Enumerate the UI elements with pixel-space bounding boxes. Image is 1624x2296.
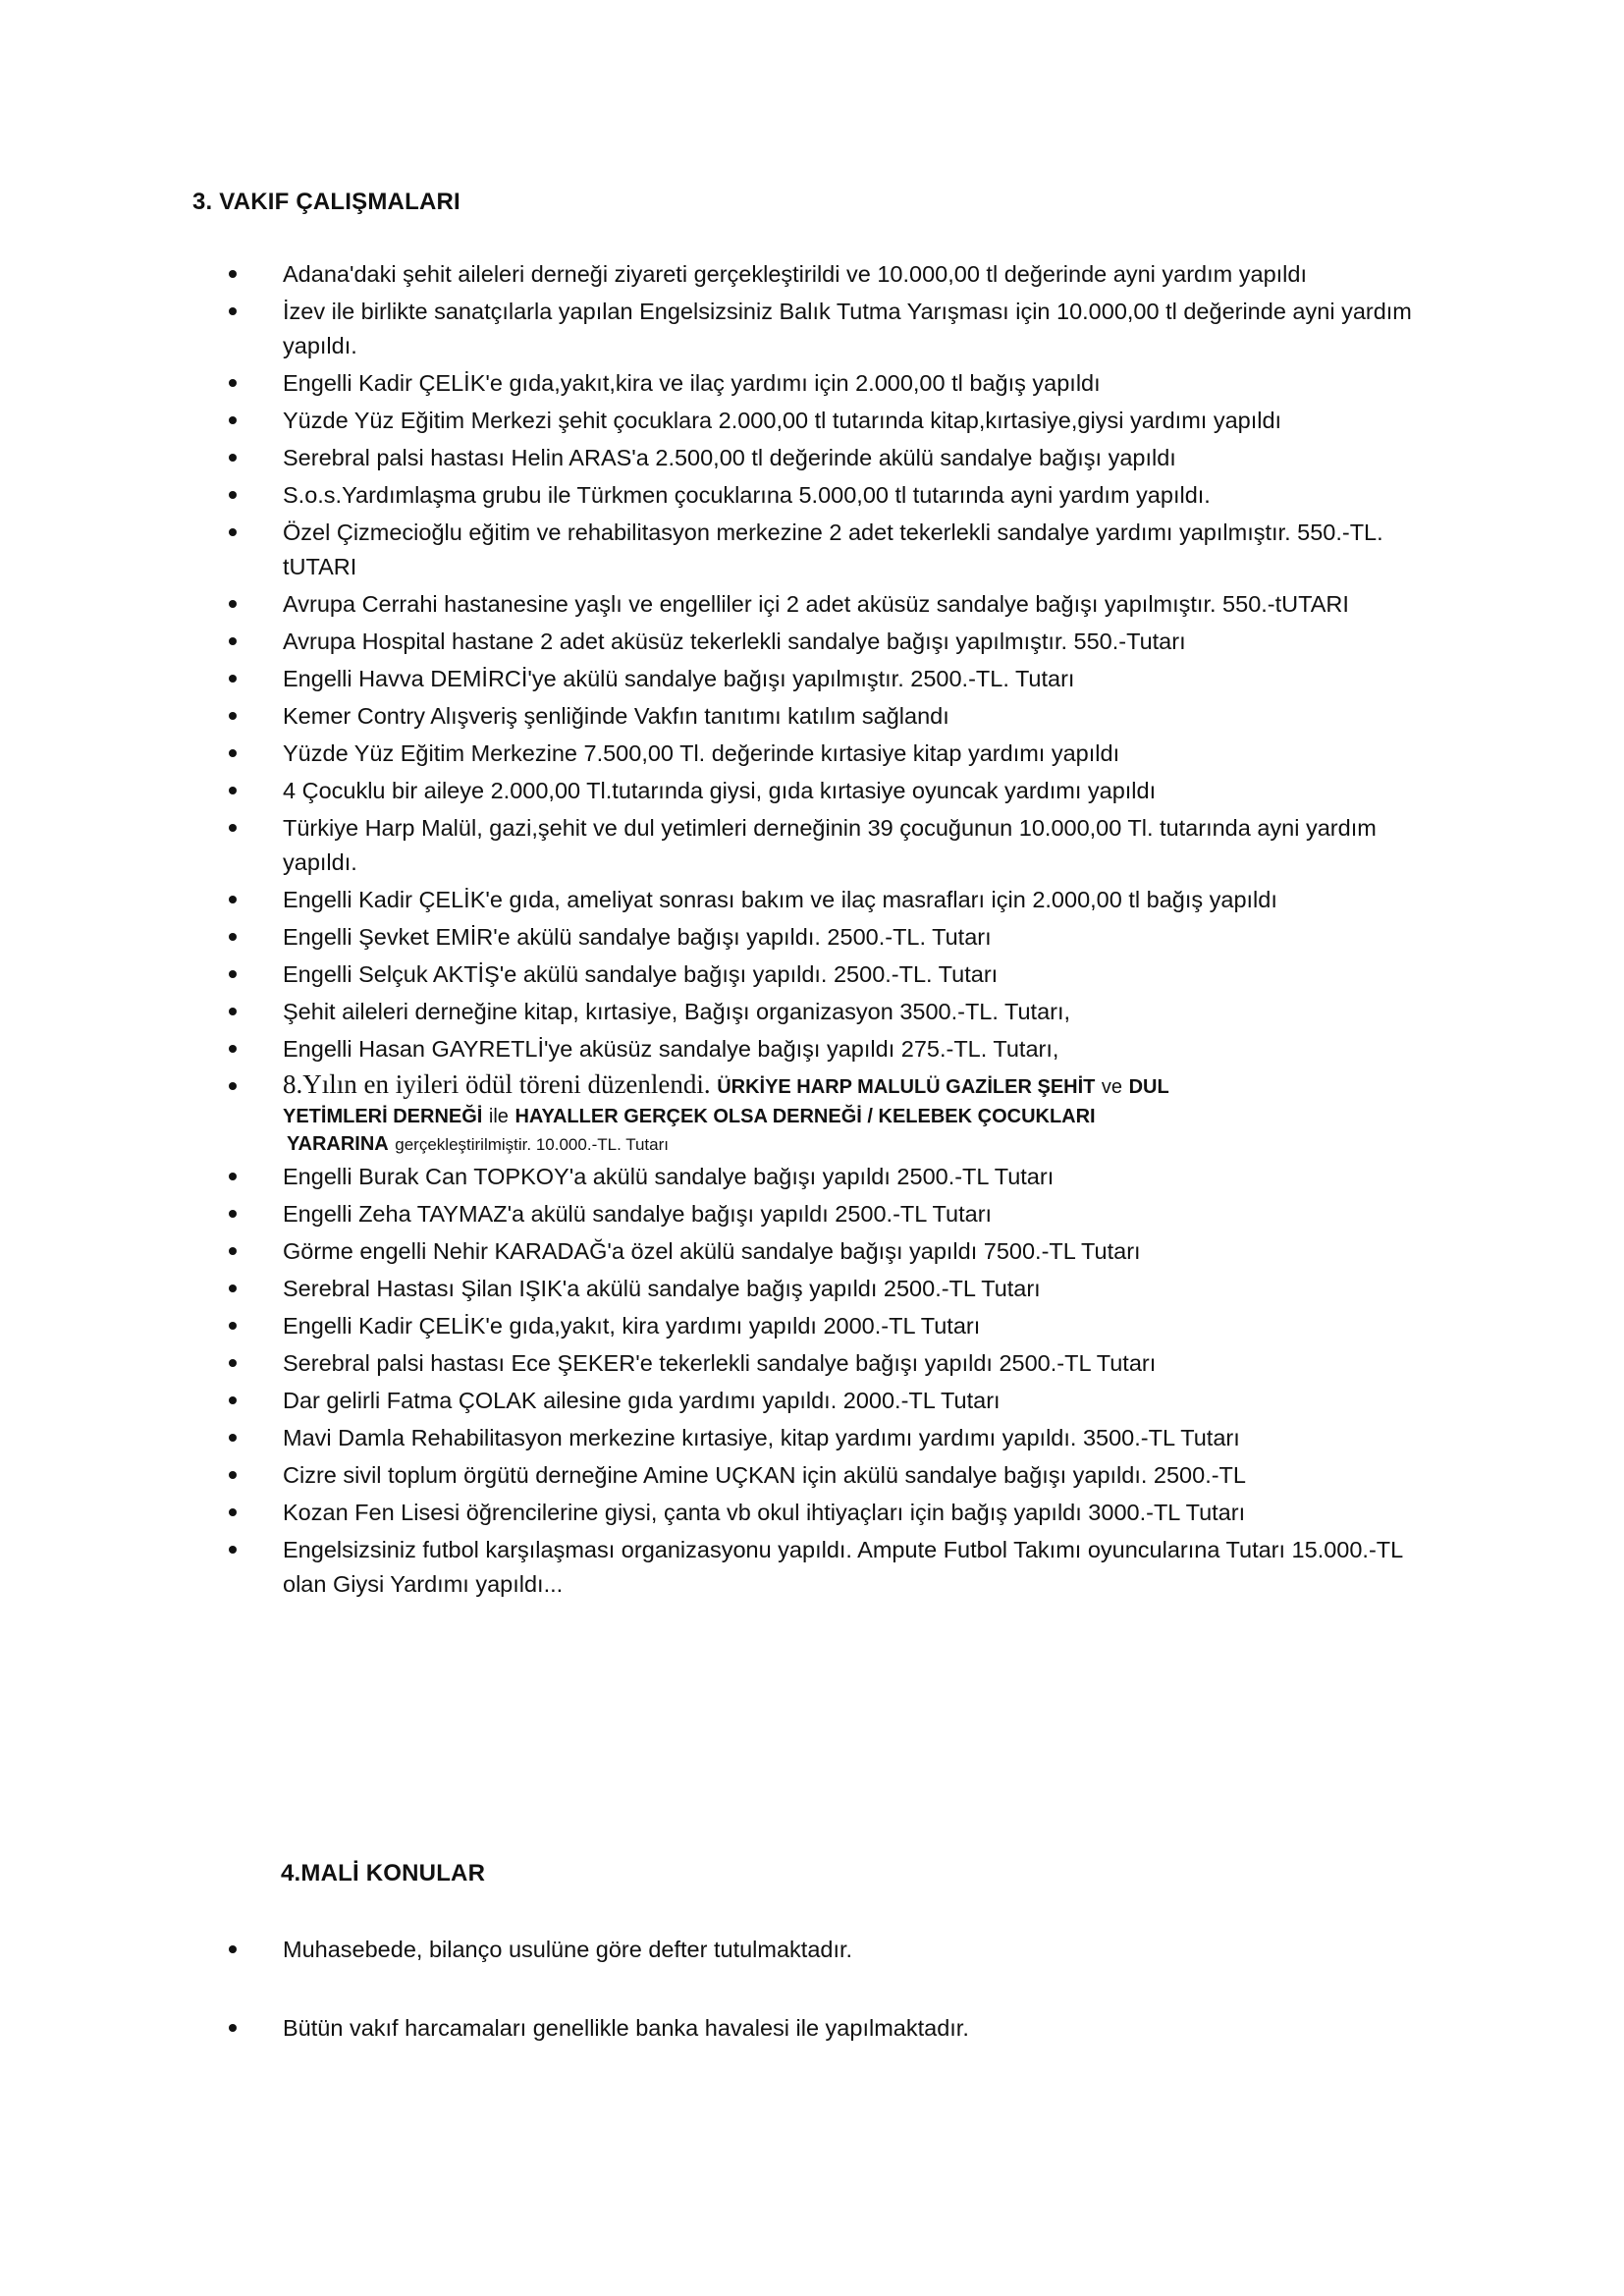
- list-item: Görme engelli Nehir KARADAĞ'a özel akülü sandalye bağışı yapıldı 7500.-TL Tutarı: [224, 1234, 1432, 1269]
- list-item: Dar gelirli Fatma ÇOLAK ailesine gıda yardımı yapıldı. 2000.-TL Tutarı: [224, 1384, 1432, 1418]
- award-yararina: YARARINA: [287, 1133, 389, 1155]
- list-item: Muhasebede, bilanço usulüne göre defter tutulmaktadır.: [224, 1933, 1432, 1967]
- award-conjunction: ve: [1101, 1076, 1123, 1098]
- list-item: Özel Çizmecioğlu eğitim ve rehabilitasyon merkezine 2 adet tekerlekli sandalye yardımı yapılmıştır. 550.-TL. tUTARI: [224, 516, 1432, 584]
- list-item: Engelli Burak Can TOPKOY'a akülü sandalye bağışı yapıldı 2500.-TL Tutarı: [224, 1160, 1432, 1194]
- list-item: Avrupa Hospital hastane 2 adet aküsüz tekerlekli sandalye bağışı yapılmıştır. 550.-Tutarı: [224, 625, 1432, 659]
- award-ceremony-item: [224, 1069, 1432, 1158]
- section-4-heading: 4.MALİ KONULAR: [281, 1860, 486, 1886]
- list-item: Yüzde Yüz Eğitim Merkezine 7.500,00 Tl. değerinde kırtasiye kitap yardımı yapıldı: [224, 737, 1432, 771]
- award-organization-name: ÜRKİYE HARP MALULÜ GAZİLER ŞEHİT: [717, 1076, 1096, 1098]
- list-item: Engelli Kadir ÇELİK'e gıda,yakıt, kira yardımı yapıldı 2000.-TL Tutarı: [224, 1309, 1432, 1343]
- award-ceremony-text: 8.Yılın en iyileri ödül töreni düzenlendi.: [283, 1069, 711, 1099]
- list-item: İzev ile birlikte sanatçılarla yapılan Engelsizsiniz Balık Tutma Yarışması için 10.000,00 tl değerinde ayni yardım yapıldı.: [224, 295, 1432, 363]
- list-item: Mavi Damla Rehabilitasyon merkezine kırtasiye, kitap yardımı yardımı yapıldı. 3500.-TL Tutarı: [224, 1421, 1432, 1455]
- list-item: Şehit aileleri derneğine kitap, kırtasiye, Bağışı organizasyon 3500.-TL. Tutarı,: [224, 995, 1432, 1029]
- list-item: Engelli Zeha TAYMAZ'a akülü sandalye bağışı yapıldı 2500.-TL Tutarı: [224, 1197, 1432, 1231]
- list-item: Engelli Havva DEMİRCİ'ye akülü sandalye bağışı yapılmıştır. 2500.-TL. Tutarı: [224, 662, 1432, 696]
- award-second-organization: HAYALLER GERÇEK OLSA DERNEĞİ / KELEBEK ÇOCUKLARI: [514, 1106, 1096, 1127]
- list-item: Adana'daki şehit aileleri derneği ziyareti gerçekleştirildi ve 10.000,00 tl değerinde ayni yardım yapıldı: [224, 257, 1432, 292]
- list-item: Bütün vakıf harcamaları genellikle banka havalesi ile yapılmaktadır.: [224, 2011, 1432, 2046]
- financial-matters-list: [224, 1933, 1432, 2090]
- list-item: Kemer Contry Alışveriş şenliğinde Vakfın tanıtımı katılım sağlandı: [224, 699, 1432, 734]
- award-line-1: [283, 1069, 1432, 1102]
- section-3-heading: 3. VAKIF ÇALIŞMALARI: [192, 189, 460, 215]
- list-item: Serebral palsi hastası Ece ŞEKER'e tekerlekli sandalye bağışı yapıldı 2500.-TL Tutarı: [224, 1346, 1432, 1381]
- award-amount: gerçekleştirilmiştir. 10.000.-TL. Tutarı: [395, 1135, 669, 1154]
- list-item: Engelsizsiniz futbol karşılaşması organizasyonu yapıldı. Ampute Futbol Takımı oyuncularına Tutarı 15.000.-TL olan Giysi Yardımı yapıldı...: [224, 1533, 1432, 1602]
- list-item: Engelli Kadir ÇELİK'e gıda,yakıt,kira ve ilaç yardımı için 2.000,00 tl bağış yapıldı: [224, 366, 1432, 401]
- list-item: Serebral palsi hastası Helin ARAS'a 2.500,00 tl değerinde akülü sandalye bağışı yapıldı: [224, 441, 1432, 475]
- list-item: Engelli Şevket EMİR'e akülü sandalye bağışı yapıldı. 2500.-TL. Tutarı: [224, 920, 1432, 955]
- list-item: Cizre sivil toplum örgütü derneğine Amine UÇKAN için akülü sandalye bağışı yapıldı. 2500.-TL: [224, 1458, 1432, 1493]
- list-item: Avrupa Cerrahi hastanesine yaşlı ve engelliler içi 2 adet aküsüz sandalye bağışı yapılmıştır. 550.-tUTARI: [224, 587, 1432, 622]
- award-organization-continued: YETİMLERİ DERNEĞİ: [283, 1106, 483, 1127]
- foundation-activities-list: [224, 257, 1432, 1605]
- award-organization-dul: DUL: [1128, 1076, 1169, 1098]
- list-item: Serebral Hastası Şilan IŞIK'a akülü sandalye bağış yapıldı 2500.-TL Tutarı: [224, 1272, 1432, 1306]
- list-item: Engelli Kadir ÇELİK'e gıda, ameliyat sonrası bakım ve ilaç masrafları için 2.000,00 tl bağış yapıldı: [224, 883, 1432, 917]
- list-item: Engelli Hasan GAYRETLİ'ye aküsüz sandalye bağışı yapıldı 275.-TL. Tutarı,: [224, 1032, 1432, 1066]
- list-item: Engelli Selçuk AKTİŞ'e akülü sandalye bağışı yapıldı. 2500.-TL. Tutarı: [224, 957, 1432, 992]
- award-line-3: [283, 1129, 1432, 1158]
- award-ile: ile: [488, 1106, 509, 1127]
- list-item: Kozan Fen Lisesi öğrencilerine giysi, çanta vb okul ihtiyaçları için bağış yapıldı 3000.-TL Tutarı: [224, 1496, 1432, 1530]
- list-item: S.o.s.Yardımlaşma grubu ile Türkmen çocuklarına 5.000,00 tl tutarında ayni yardım yapıldı.: [224, 478, 1432, 513]
- list-item: Türkiye Harp Malül, gazi,şehit ve dul yetimleri derneğinin 39 çocuğunun 10.000,00 Tl. tutarında ayni yardım yapıldı.: [224, 811, 1432, 880]
- list-item: 4 Çocuklu bir aileye 2.000,00 Tl.tutarında giysi, gıda kırtasiye oyuncak yardımı yapıldı: [224, 774, 1432, 808]
- list-item: Yüzde Yüz Eğitim Merkezi şehit çocuklara 2.000,00 tl tutarında kitap,kırtasiye,giysi yardımı yapıldı: [224, 404, 1432, 438]
- award-line-2: [283, 1102, 1432, 1129]
